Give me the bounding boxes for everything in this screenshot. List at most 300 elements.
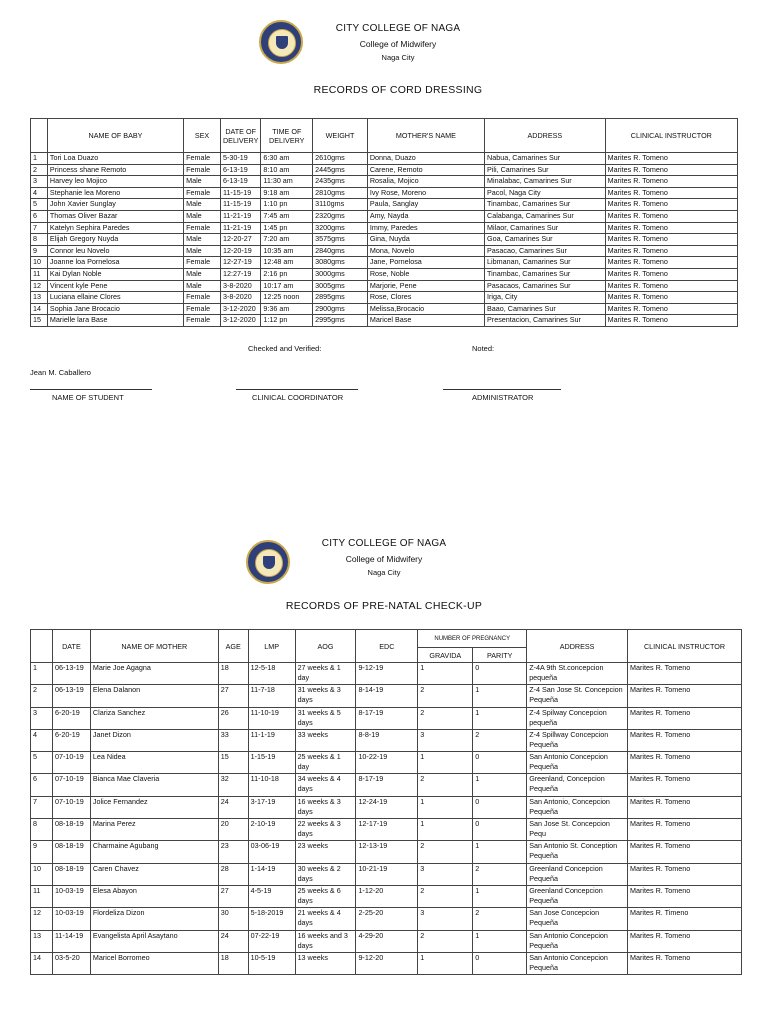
table-cell: 7 — [31, 796, 53, 818]
table-cell: 2 — [418, 685, 473, 707]
table-cell: 1 — [473, 685, 527, 707]
table-cell: Male — [184, 268, 221, 280]
table-cell: 1:12 pn — [261, 315, 313, 327]
table-cell: 8 — [31, 234, 48, 246]
table-cell: 3-8-2020 — [220, 292, 260, 304]
table-cell: 9-12-20 — [356, 952, 418, 974]
page-title: RECORDS OF CORD DRESSING — [313, 84, 483, 96]
col-header: ADDRESS — [485, 119, 606, 153]
college-name: CITY COLLEGE OF NAGA — [335, 23, 461, 34]
table-cell: Paula, Sanglay — [367, 199, 484, 211]
table-cell: 3575gms — [313, 234, 368, 246]
table-cell: Marites R. Tomeno — [605, 292, 737, 304]
table-cell: Marites R. Tomeno — [605, 280, 737, 292]
table-cell: 12:27-19 — [220, 268, 260, 280]
table-cell: Marites R. Tomeno — [605, 210, 737, 222]
table-cell: Ivy Rose, Moreno — [367, 187, 484, 199]
table-cell: 11 — [31, 885, 53, 907]
table-cell: 1 — [418, 752, 473, 774]
table-cell: Clariza Sanchez — [90, 707, 218, 729]
table-cell: Marites R. Tomeno — [628, 930, 742, 952]
table-cell: 34 weeks & 4 days — [295, 774, 356, 796]
table-cell: 11-10-18 — [248, 774, 295, 796]
table-cell: 3110gms — [313, 199, 368, 211]
table-row — [31, 164, 738, 176]
signature-line — [30, 389, 152, 390]
table-cell: 2-25-20 — [356, 908, 418, 930]
table-cell: 11-1-19 — [248, 729, 295, 751]
table-cell: 1 — [473, 774, 527, 796]
table-cell: 2895gms — [313, 292, 368, 304]
table-cell: Jane, Pornelosa — [367, 257, 484, 269]
table-cell: Thomas Oliver Bazar — [47, 210, 183, 222]
table-cell: 8:10 am — [261, 164, 313, 176]
table-cell: 13 — [31, 292, 48, 304]
table-cell: 13 — [31, 930, 53, 952]
table-cell: 06-13-19 — [52, 685, 90, 707]
table-cell: 1 — [31, 663, 53, 685]
table-cell: 2 — [418, 841, 473, 863]
table-cell: 10-03-19 — [52, 908, 90, 930]
table-cell: Marites R. Tomeno — [605, 164, 737, 176]
table-cell: 9 — [31, 245, 48, 257]
table-cell: Z-4 San Jose St. Concepcion Pequeña — [527, 685, 628, 707]
table-cell: Rose, Noble — [367, 268, 484, 280]
table-cell: 10:17 am — [261, 280, 313, 292]
table-cell: 14 — [31, 952, 53, 974]
table-cell: 2810gms — [313, 187, 368, 199]
table-cell: 11-21-19 — [220, 222, 260, 234]
table-cell: Male — [184, 245, 221, 257]
table-row — [31, 176, 738, 188]
table-cell: 2 — [473, 908, 527, 930]
col-header — [31, 630, 53, 663]
table-cell: Marites R. Tomeno — [628, 774, 742, 796]
table-cell: 9:36 am — [261, 303, 313, 315]
administrator-signature-label: ADMINISTRATOR — [472, 393, 534, 402]
table-cell: 8 — [31, 819, 53, 841]
table-cell: 3005gms — [313, 280, 368, 292]
table-cell: Marites R. Tomeno — [605, 153, 737, 165]
table-cell: 30 weeks & 2 days — [295, 863, 356, 885]
table-cell: Pasacao, Camarines Sur — [485, 245, 606, 257]
table-row — [31, 280, 738, 292]
table-cell: 20 — [218, 819, 248, 841]
table-row — [31, 729, 742, 751]
table-cell: 07-22-19 — [248, 930, 295, 952]
table-cell: Elijah Gregory Nuyda — [47, 234, 183, 246]
table-cell: Marites R. Tomeno — [605, 315, 737, 327]
table-row — [31, 268, 738, 280]
college-city: Naga City — [367, 568, 401, 577]
table-cell: Rose, Clores — [367, 292, 484, 304]
table-cell: 12-27-19 — [220, 257, 260, 269]
table-cell: Marites R. Tomeno — [605, 187, 737, 199]
table-cell: 16 weeks & 3 days — [295, 796, 356, 818]
table-cell: 3000gms — [313, 268, 368, 280]
table-cell: Milaor, Camarines Sur — [485, 222, 606, 234]
col-header: AOG — [295, 630, 356, 663]
table-cell: 31 weeks & 3 days — [295, 685, 356, 707]
table-cell: 11-15-19 — [220, 199, 260, 211]
table-cell: 07-10-19 — [52, 796, 90, 818]
table-cell: Male — [184, 234, 221, 246]
table-cell: 1 — [31, 153, 48, 165]
table-cell: 15 — [31, 315, 48, 327]
table-row — [31, 663, 742, 685]
col-header: AGE — [218, 630, 248, 663]
table-row — [31, 707, 742, 729]
table-cell: Female — [184, 315, 221, 327]
checked-verified-label: Checked and Verified: — [248, 344, 322, 353]
table-cell: Iriga, City — [485, 292, 606, 304]
table-cell: 11-10-19 — [248, 707, 295, 729]
table-cell: San Jose Concepcion Pequeña — [527, 908, 628, 930]
table-cell: 5-30-19 — [220, 153, 260, 165]
table-cell: Princess shane Remoto — [47, 164, 183, 176]
table-cell: Z-4 Spillway Concepcion Pequeña — [527, 729, 628, 751]
table-cell: 08-18-19 — [52, 819, 90, 841]
table-cell: 2900gms — [313, 303, 368, 315]
table-cell: Greenland, Concepcion Pequeña — [527, 774, 628, 796]
table-cell: 2 — [31, 164, 48, 176]
table-cell: 27 weeks & 1 day — [295, 663, 356, 685]
table-cell: 10-5-19 — [248, 952, 295, 974]
college-department: College of Midwifery — [345, 554, 423, 564]
table-cell: Marites R. Tomeno — [605, 257, 737, 269]
table-cell: Marites R. Tomeno — [605, 268, 737, 280]
table-cell: 11-7-18 — [248, 685, 295, 707]
table-cell: John Xavier Sunglay — [47, 199, 183, 211]
table-cell: 32 — [218, 774, 248, 796]
table-cell: 3 — [418, 863, 473, 885]
table-cell: Marites R. Tomeno — [628, 863, 742, 885]
table-cell: 12-20-19 — [220, 245, 260, 257]
table-cell: 9 — [31, 841, 53, 863]
table-cell: Female — [184, 292, 221, 304]
table-cell: Marites R. Tomeno — [628, 752, 742, 774]
table-cell: 33 — [218, 729, 248, 751]
table-cell: 2 — [473, 863, 527, 885]
table-cell: 0 — [473, 952, 527, 974]
table-cell: 22 weeks & 3 days — [295, 819, 356, 841]
table-cell: Pili, Camarines Sur — [485, 164, 606, 176]
prenatal-checkup-table — [30, 629, 742, 975]
table-cell: 23 weeks — [295, 841, 356, 863]
college-city: Naga City — [381, 53, 415, 62]
table-row — [31, 930, 742, 952]
table-cell: 8-17-19 — [356, 774, 418, 796]
table-cell: 3 — [418, 908, 473, 930]
table-cell: 6-20-19 — [52, 707, 90, 729]
table-cell: San Antonio Concepcion Pequeña — [527, 752, 628, 774]
table-cell: 12 — [31, 908, 53, 930]
table-cell: 7:45 am — [261, 210, 313, 222]
table-cell: Luciana ellaine Clores — [47, 292, 183, 304]
table-cell: Janet Dizon — [90, 729, 218, 751]
table-cell: 1 — [418, 796, 473, 818]
college-name: CITY COLLEGE OF NAGA — [321, 538, 447, 549]
table-cell: 6:30 am — [261, 153, 313, 165]
table-row — [31, 685, 742, 707]
table-cell: 1 — [418, 819, 473, 841]
student-name: Jean M. Caballero — [30, 368, 91, 377]
table-row — [31, 315, 738, 327]
table-cell: 12-5-18 — [248, 663, 295, 685]
col-header: CLINICAL INSTRUCTOR — [628, 630, 742, 663]
table-cell: Marites R. Tomeno — [628, 819, 742, 841]
table-cell: Marites R. Tomeno — [605, 245, 737, 257]
table-cell: Elena Dalanon — [90, 685, 218, 707]
table-cell: 10-21-19 — [356, 863, 418, 885]
table-cell: 13 weeks — [295, 952, 356, 974]
table-cell: Greenland Concepcion Pequeña — [527, 863, 628, 885]
table-cell: Nabua, Camarines Sur — [485, 153, 606, 165]
table-row — [31, 885, 742, 907]
col-header: WEIGHT — [313, 119, 368, 153]
table-cell: 24 — [218, 796, 248, 818]
table-cell: Male — [184, 176, 221, 188]
table-cell: 12-13-19 — [356, 841, 418, 863]
table-row — [31, 199, 738, 211]
table-cell: Marites R. Tomeno — [605, 222, 737, 234]
table-cell: 11 — [31, 268, 48, 280]
table-row — [31, 245, 738, 257]
table-cell: 03-06-19 — [248, 841, 295, 863]
table-row — [31, 908, 742, 930]
table-cell: 5 — [31, 752, 53, 774]
table-cell: Marites R. Tomeno — [605, 303, 737, 315]
table-cell: 12 — [31, 280, 48, 292]
table-cell: 2 — [418, 707, 473, 729]
table-cell: Harvey leo Mojico — [47, 176, 183, 188]
table-cell: 3 — [31, 707, 53, 729]
table-row — [31, 752, 742, 774]
table-row — [31, 796, 742, 818]
table-cell: 28 — [218, 863, 248, 885]
table-cell: 4-29-20 — [356, 930, 418, 952]
table-cell: 6-13-19 — [220, 176, 260, 188]
noted-label: Noted: — [472, 344, 495, 353]
table-cell: 0 — [473, 796, 527, 818]
college-department: College of Midwifery — [359, 39, 437, 49]
signature-line — [443, 389, 561, 390]
table-cell: 2-10-19 — [248, 819, 295, 841]
table-cell: 1-12-20 — [356, 885, 418, 907]
table-cell: 18 — [218, 952, 248, 974]
table-row — [31, 234, 738, 246]
table-cell: Marites R. Tomeno — [628, 952, 742, 974]
table-cell: 4-5-19 — [248, 885, 295, 907]
table-cell: Charmaine Agubang — [90, 841, 218, 863]
table-cell: 0 — [473, 663, 527, 685]
table-cell: Z-4A 9th St.concepcion pequeña — [527, 663, 628, 685]
table-cell: Z-4 Spilway Concepcion pequeña — [527, 707, 628, 729]
table-row — [31, 222, 738, 234]
table-cell: Flordeliza Dizon — [90, 908, 218, 930]
col-header: LMP — [248, 630, 295, 663]
table-cell: 2995gms — [313, 315, 368, 327]
table-cell: 2445gms — [313, 164, 368, 176]
table-cell: 6 — [31, 774, 53, 796]
table-cell: 06-13-19 — [52, 663, 90, 685]
table-row — [31, 819, 742, 841]
table-cell: Male — [184, 280, 221, 292]
table-cell: 12-24-19 — [356, 796, 418, 818]
col-header: DATE OF DELIVERY — [220, 119, 260, 153]
table-cell: 1 — [473, 885, 527, 907]
table-cell: 1 — [418, 663, 473, 685]
table-row — [31, 863, 742, 885]
table-cell: 1:10 pn — [261, 199, 313, 211]
col-header: DATE — [52, 630, 90, 663]
col-subheader: PARITY — [473, 648, 527, 663]
table-cell: Female — [184, 164, 221, 176]
table-cell: 16 weeks and 3 days — [295, 930, 356, 952]
table-cell: 18 — [218, 663, 248, 685]
table-cell: 1 — [473, 841, 527, 863]
table-cell: San Jose St. Concepcion Pequ — [527, 819, 628, 841]
col-header: MOTHER'S NAME — [367, 119, 484, 153]
table-cell: Jolice Fernandez — [90, 796, 218, 818]
table-row — [31, 303, 738, 315]
table-cell: 3080gms — [313, 257, 368, 269]
table-cell: 08-18-19 — [52, 863, 90, 885]
table-cell: 26 — [218, 707, 248, 729]
table-cell: 6-13-19 — [220, 164, 260, 176]
table-cell: 2610gms — [313, 153, 368, 165]
table-row — [31, 187, 738, 199]
table-cell: 1-15-19 — [248, 752, 295, 774]
table-cell: Marites R. Tomeno — [628, 729, 742, 751]
table-cell: 8-17-19 — [356, 707, 418, 729]
table-cell: Marites R. Tomeno — [628, 663, 742, 685]
col-header: SEX — [184, 119, 221, 153]
table-cell: Connor leu Novelo — [47, 245, 183, 257]
table-cell: 2435gms — [313, 176, 368, 188]
table-cell: 10-22-19 — [356, 752, 418, 774]
table-cell: Maricel Base — [367, 315, 484, 327]
table-cell: Tinambac, Camarines Sur — [485, 268, 606, 280]
table-cell: Female — [184, 257, 221, 269]
table-cell: Goa, Camarines Sur — [485, 234, 606, 246]
col-subheader: GRAVIDA — [418, 648, 473, 663]
table-cell: 15 — [218, 752, 248, 774]
table-cell: 1 — [418, 952, 473, 974]
signature-line — [236, 389, 358, 390]
table-row — [31, 292, 738, 304]
table-cell: Marites R. Tomeno — [605, 234, 737, 246]
table-cell: Male — [184, 199, 221, 211]
table-cell: 2840gms — [313, 245, 368, 257]
table-cell: Elesa Abayon — [90, 885, 218, 907]
table-cell: 12:25 noon — [261, 292, 313, 304]
table-cell: Marites R. Tomeno — [628, 685, 742, 707]
table-cell: 07-10-19 — [52, 752, 90, 774]
table-cell: Rosalia, Mojico — [367, 176, 484, 188]
table-cell: 3-8-2020 — [220, 280, 260, 292]
table-cell: 21 weeks & 4 days — [295, 908, 356, 930]
table-cell: 11-14-19 — [52, 930, 90, 952]
table-cell: Marites R. Tomeno — [605, 199, 737, 211]
table-cell: Stephanie lea Moreno — [47, 187, 183, 199]
table-cell: Pasacaos, Camarines Sur — [485, 280, 606, 292]
table-cell: Gina, Nuyda — [367, 234, 484, 246]
table-cell: Baao, Camarines Sur — [485, 303, 606, 315]
table-cell: 3 — [418, 729, 473, 751]
table-cell: Female — [184, 153, 221, 165]
table-cell: Maricel Borromeo — [90, 952, 218, 974]
table-cell: Bianca Mae Claveria — [90, 774, 218, 796]
table-cell: Sophia Jane Brocacio — [47, 303, 183, 315]
table-cell: 25 weeks & 6 days — [295, 885, 356, 907]
table-cell: 1 — [473, 707, 527, 729]
table-cell: San Antonio, Concepcion Pequeña — [527, 796, 628, 818]
table-cell: Marjorie, Pene — [367, 280, 484, 292]
table-cell: Male — [184, 210, 221, 222]
col-header: ADDRESS — [527, 630, 628, 663]
table-cell: Female — [184, 222, 221, 234]
table-row — [31, 257, 738, 269]
student-signature-label: NAME OF STUDENT — [52, 393, 124, 402]
col-header: EDC — [356, 630, 418, 663]
table-cell: 31 weeks & 5 days — [295, 707, 356, 729]
table-cell: 10-03-19 — [52, 885, 90, 907]
table-cell: Female — [184, 303, 221, 315]
table-cell: Presentacion, Camarines Sur — [485, 315, 606, 327]
table-cell: 2 — [418, 930, 473, 952]
table-cell: 3-12-2020 — [220, 315, 260, 327]
table-cell: 7 — [31, 222, 48, 234]
table-cell: Lea Nidea — [90, 752, 218, 774]
table-cell: 5-18-2019 — [248, 908, 295, 930]
table-cell: 27 — [218, 885, 248, 907]
table-cell: 12-17-19 — [356, 819, 418, 841]
table-cell: 7:20 am — [261, 234, 313, 246]
table-cell: 12-20-27 — [220, 234, 260, 246]
table-cell: 10:35 am — [261, 245, 313, 257]
table-row — [31, 210, 738, 222]
table-row — [31, 774, 742, 796]
col-header: TIME OF DELIVERY — [261, 119, 313, 153]
table-cell: Joanne loa Pornelosa — [47, 257, 183, 269]
table-cell: 6 — [31, 210, 48, 222]
table-cell: 5 — [31, 199, 48, 211]
table-cell: 0 — [473, 819, 527, 841]
table-cell: 10 — [31, 863, 53, 885]
table-cell: Marina Perez — [90, 819, 218, 841]
table-cell: Katelyn Sephira Paredes — [47, 222, 183, 234]
table-cell: 9-12-19 — [356, 663, 418, 685]
table-cell: 0 — [473, 752, 527, 774]
table-cell: 1:45 pn — [261, 222, 313, 234]
table-cell: Mona, Novelo — [367, 245, 484, 257]
table-cell: 07-10-19 — [52, 774, 90, 796]
table-cell: Caren Chavez — [90, 863, 218, 885]
table-cell: 1-14-19 — [248, 863, 295, 885]
table-cell: 11-15-19 — [220, 187, 260, 199]
table-cell: San Antonio Concepcion Pequeña — [527, 952, 628, 974]
table-cell: San Antonio Concepcion Pequeña — [527, 930, 628, 952]
table-cell: 4 — [31, 187, 48, 199]
table-cell: 3-17-19 — [248, 796, 295, 818]
table-cell: Vincent kyle Pene — [47, 280, 183, 292]
col-header — [31, 119, 48, 153]
table-cell: 8-14-19 — [356, 685, 418, 707]
table-cell: Tinambac, Camarines Sur — [485, 199, 606, 211]
table-cell: Marites R. Tomeno — [628, 885, 742, 907]
table-cell: 10 — [31, 257, 48, 269]
